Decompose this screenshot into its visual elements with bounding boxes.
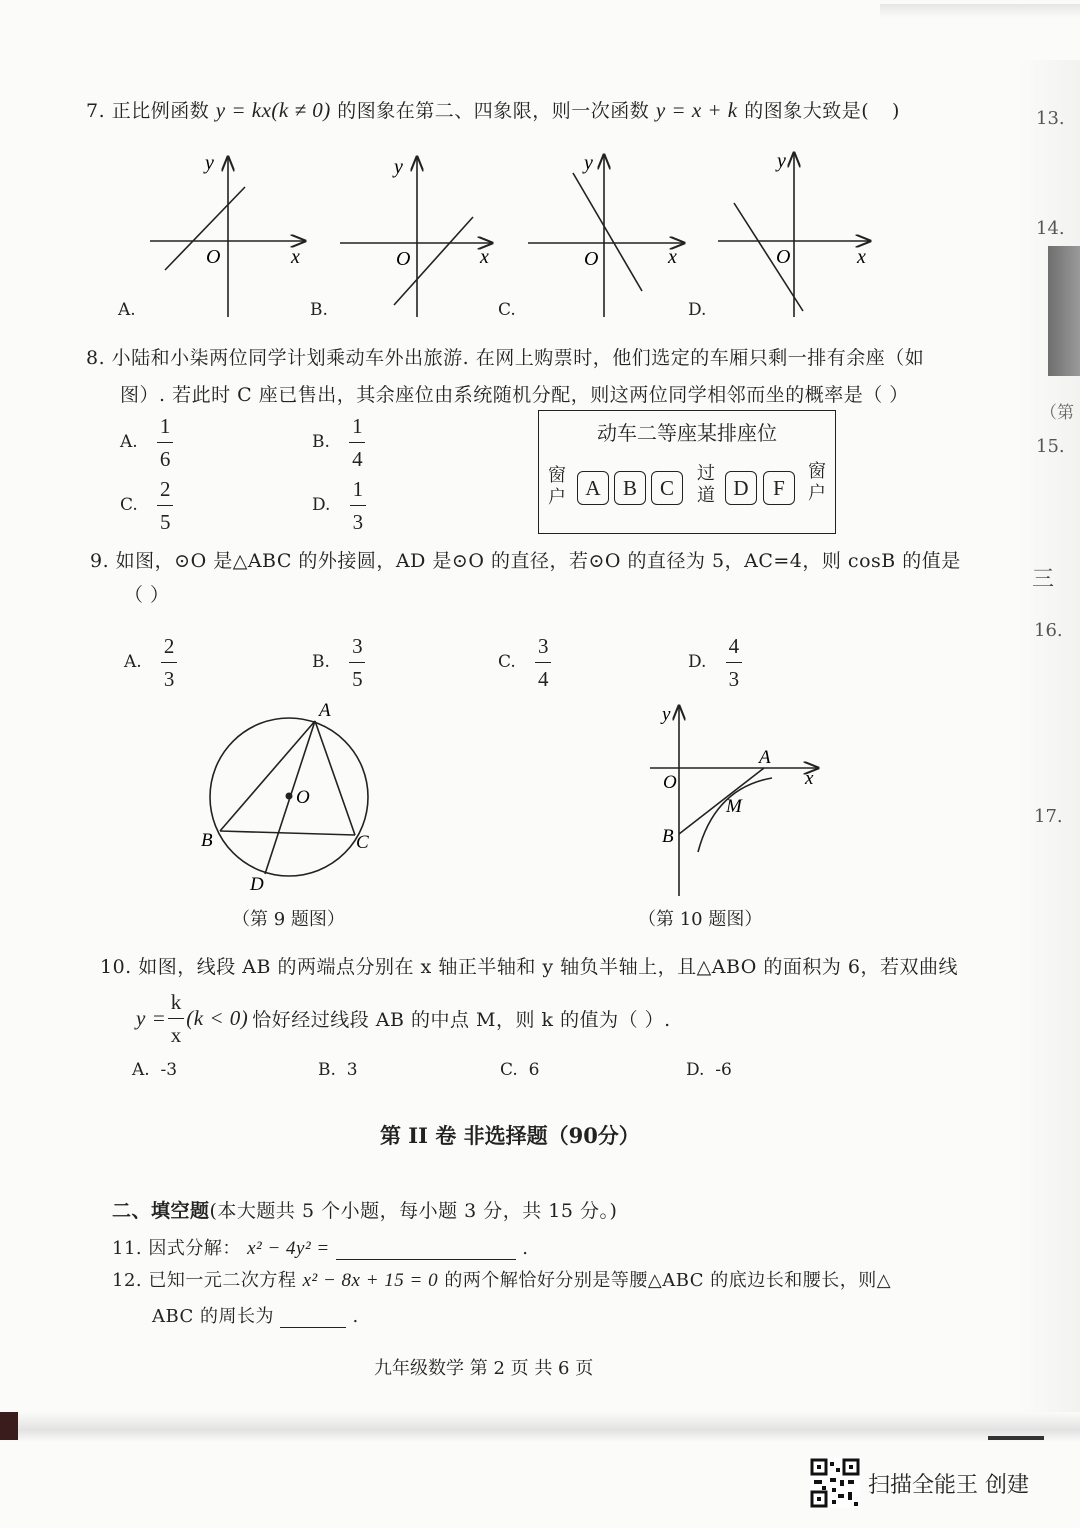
svg-text:B: B [662,826,674,847]
svg-text:x: x [857,246,866,268]
q8-option-a: A. $\frac{1}{6}$ [120,414,173,471]
graph-c [528,152,684,317]
svg-text:A: A [759,747,771,768]
q8-option-c: C. $\frac{2}{5}$ [120,477,173,534]
svg-text:A: A [319,700,331,721]
segment-ab [679,768,764,834]
q7-paren-close: ) [892,100,900,122]
margin-image-strip [1048,246,1080,376]
q10-option-d: D. -6 [686,1060,732,1080]
seat-a: A [577,471,609,505]
q11: 11. 因式分解： x² − 4y² = . [112,1238,529,1259]
svg-text:x: x [668,246,677,268]
svg-text:y: y [584,152,593,174]
q8-option-d: D. $\frac{1}{3}$ [312,477,366,534]
margin-16: 16. [1034,620,1063,641]
page-footer: 九年级数学 第 2 页 共 6 页 [374,1358,594,1379]
part2-title: 第 II 卷 非选择题（90分） [380,1123,640,1148]
q7-option-d: D. [688,300,707,320]
svg-text:y: y [394,156,403,178]
q7-stem: 7. 正比例函数 y = kx(k ≠ 0) 的图象在第二、四象限，则一次函数 y = x + k 的图象大致是( [86,98,870,122]
q8-line1: 8. 小陆和小柒两位同学计划乘动车外出旅游. 在网上购票时，他们选定的车厢只剩一排有余座（如 [86,347,925,369]
figure-10 [640,700,840,900]
margin-14: 14. [1036,218,1065,239]
window-right-label: 窗户 [808,461,826,504]
svg-text:O: O [663,772,677,793]
q9-line1: 9. 如图，⊙O 是△ABC 的外接圆，AD 是⊙O 的直径，若⊙O 的直径为 5，AC=4，则 cosB 的值是 [90,550,961,572]
svg-text:O: O [776,246,791,268]
seat-diagram [538,410,836,534]
scan-corner-right [988,1436,1044,1440]
figure-9 [195,698,415,898]
q9-option-c: C. $\frac{3}{4}$ [498,634,551,691]
q10-line1: 10. 如图，线段 AB 的两端点分别在 x 轴正半轴和 y 轴负半轴上，且△ABO 的面积为 6，若双曲线 [100,956,959,978]
svg-text:O: O [206,246,221,268]
scan-top-edge [880,4,1080,18]
watermark-text: 扫描全能王 创建 [868,1472,1029,1498]
q9-option-d: D. $\frac{4}{3}$ [688,634,742,691]
q12-line1: 12. 已知一元二次方程 x² − 8x + 15 = 0 的两个解恰好分别是等腰△ABC 的底边长和腰长，则△ [112,1270,892,1291]
margin-13: 13. [1036,108,1065,129]
svg-text:C: C [356,832,369,853]
q8-option-b: B. $\frac{1}{4}$ [312,414,365,471]
watermark [810,1458,1029,1508]
svg-text:x: x [805,768,814,789]
seat-b: B [614,471,646,505]
margin-17: 17. [1034,806,1063,827]
q12-answer-blank[interactable] [280,1309,346,1328]
scan-bottom-edge [0,1412,1080,1442]
qr-code-icon [810,1458,860,1508]
q10-option-a: A. -3 [132,1060,178,1080]
svg-text:y: y [205,152,214,174]
svg-text:D: D [250,874,264,895]
svg-text:O: O [584,248,599,270]
svg-text:y: y [662,704,671,725]
q7-option-c: C. [498,300,516,320]
margin-15: 15. [1036,436,1065,457]
center-dot [286,793,293,800]
seat-c: C [651,471,683,505]
margin-section-3: 三 [1032,567,1055,592]
window-left-label: 窗户 [548,465,566,508]
q9-option-a: A. $\frac{2}{3}$ [124,634,177,691]
graph-a [150,152,305,317]
graph-b [340,156,492,317]
section-2-heading: 二、填空题(本大题共 5 个小题，每小题 3 分，共 15 分。) [112,1200,618,1222]
scan-corner-left [0,1412,18,1440]
q12-line2: ABC 的周长为 . [152,1306,359,1327]
figure-10-caption: （第 10 题图） [638,909,763,930]
svg-text:y: y [777,150,786,172]
svg-text:O: O [396,248,411,270]
svg-text:x: x [480,246,489,268]
aisle-label: 过道 [697,463,715,506]
svg-text:x: x [291,246,300,268]
q10-line2: y = $\frac{k}{x}$ (k < 0) 恰好经过线段 AB 的中点 M，则 k 的值为（ ）. [136,990,671,1047]
margin-caption: （第 [1040,403,1074,423]
q11-answer-blank[interactable] [336,1241,516,1260]
svg-text:O: O [296,787,310,808]
graph-d [718,150,870,317]
q9-option-b: B. $\frac{3}{5}$ [312,634,365,691]
q9-line2: （ ） [124,584,170,606]
svg-text:M: M [726,796,742,817]
q10-option-b: B. 3 [318,1060,358,1080]
segment-ac [315,721,355,835]
q10-option-c: C. 6 [500,1060,540,1080]
segment-ab [220,721,315,831]
seat-f: F [763,471,795,505]
q7-option-b: B. [310,300,328,320]
q7-option-a: A. [118,300,136,320]
figure-9-caption: （第 9 题图） [232,909,345,930]
seat-d: D [725,471,757,505]
svg-text:B: B [201,830,213,851]
seat-diagram-title: 动车二等座某排座位 [597,421,777,445]
segment-bc [220,831,355,835]
q8-line2: 图）. 若此时 C 座已售出，其余座位由系统随机分配，则这两位同学相邻而坐的概率是（ ） [120,384,909,406]
